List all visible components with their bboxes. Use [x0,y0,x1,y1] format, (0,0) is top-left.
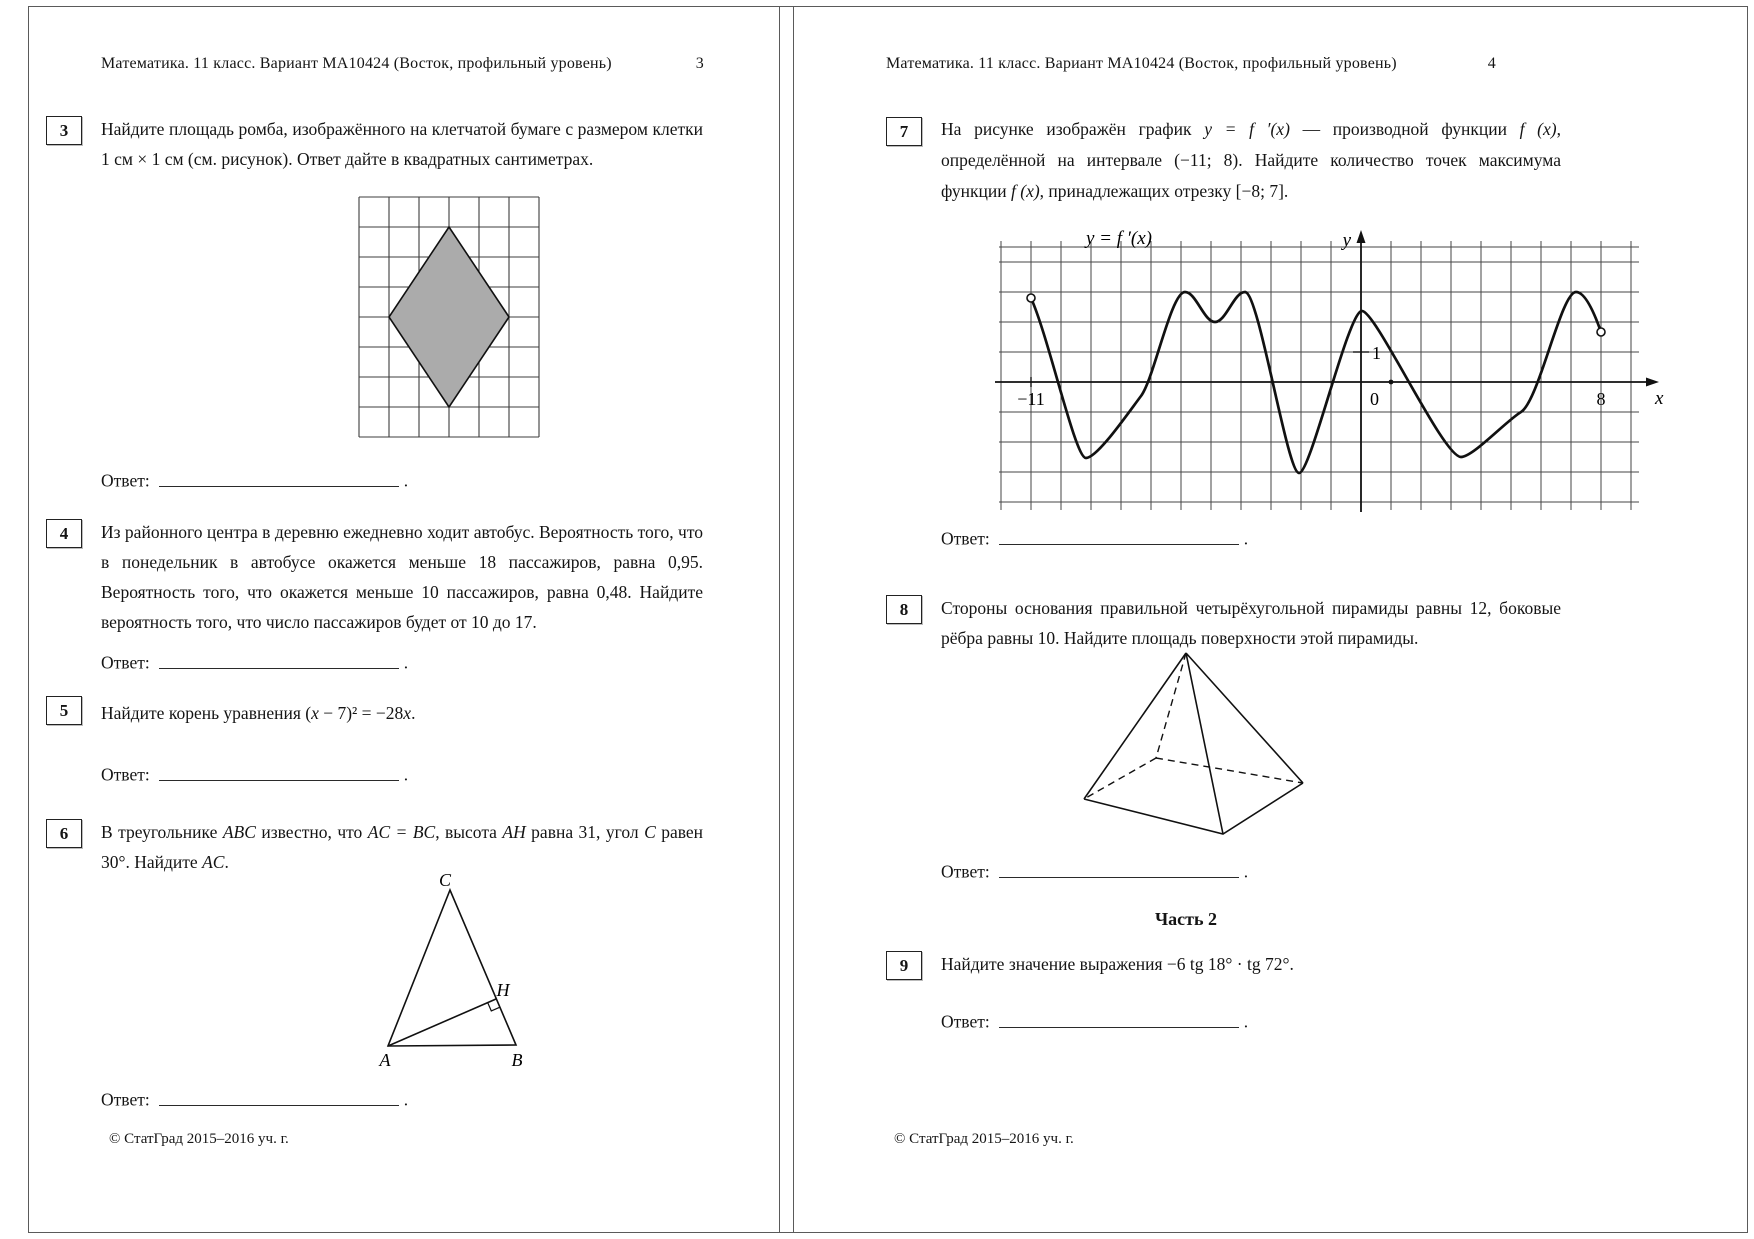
problem-9-text: Найдите значение выражения −6 tg 18° · tg 72°. [941,954,1294,974]
part-2-heading: Часть 2 [1154,909,1218,929]
x-axis-label: x [1655,388,1664,409]
answer-blank [999,1009,1239,1028]
unit-y-label: 1 [1372,343,1381,363]
pyramid-hidden-edges [1084,653,1303,799]
triangle-figure [341,874,541,1074]
problem-3-number: 3 [46,116,82,145]
y-axis-arrow [1357,230,1366,243]
vertex-label-A: A [379,1050,391,1070]
problem-6-answer-line: Ответ: . [101,1087,408,1111]
problem-4-answer-line: Ответ: . [101,650,408,674]
answer-blank [999,526,1239,545]
x-axis-arrow [1646,378,1659,387]
answer-blank [159,650,399,669]
graph-title: y = f ′(x) [1085,228,1153,249]
answer-blank [159,762,399,781]
open-endpoint-left [1027,294,1035,302]
pyramid-figure [1041,641,1341,851]
origin-label: 0 [1370,389,1379,409]
graph-grid-horizontal-lines [999,247,1639,502]
header-title: Математика. 11 класс. Вариант МА10424 (Восток, профильный уровень) [886,55,1397,72]
problem-9-answer-line: Ответ: . [941,1009,1248,1033]
right-page-footer: © СтатГрад 2015–2016 уч. г. [894,1131,1074,1147]
problem-9-number: 9 [886,951,922,980]
problem-6-text: В треугольнике ABC известно, что AC = BC, высота AH равна 31, угол C равен 30°. Найдите AC. [101,822,704,872]
vertex-label-H: H [496,980,510,1000]
page-gutter-line-right [793,7,794,1232]
page-gutter-line-left [779,7,780,1232]
open-endpoint-right [1597,328,1605,336]
problem-5-text: Найдите корень уравнения (x − 7)² = −28x. [101,703,416,723]
unit-point-x-1 [1389,380,1394,385]
problem-5-answer-line: Ответ: . [101,762,408,786]
problem-8-answer-line: Ответ: . [941,859,1248,883]
answer-blank [159,468,399,487]
problem-7-number: 7 [886,117,922,146]
vertex-label-B: B [511,1050,523,1070]
document-spread [28,6,1748,1233]
problem-8-text: Стороны основания правильной четырёхугольной пирамиды равны 12, боковые рёбра равны 10. Найдите площадь поверхности этой пирамиды. [941,598,1561,648]
problem-7-answer-line: Ответ: . [941,526,1248,550]
derivative-graph-figure [991,216,1671,516]
answer-blank [999,859,1239,878]
problem-4-number: 4 [46,519,82,548]
problem-3-text: Найдите площадь ромба, изображённого на клетчатой бумаге с размером клетки 1 см × 1 см (см. рисунок). Ответ дайте в квадратных сантиметрах. [101,119,703,169]
rhombus-shape [389,227,509,407]
vertex-label-C: C [438,874,452,890]
page-number: 3 [695,55,704,72]
answer-blank [159,1087,399,1106]
problem-4-text: Из районного центра в деревню ежедневно ходит автобус. Вероятность того, что в понедельник в автобусе окажется меньше 18 пассажиров, равна 0,95. Вероятность того, что окажется меньше 10 пассажиров, равна 0,48. Найдите вероятность того, что число пассажиров будет от 10 до 17. [101,522,703,632]
left-page-footer: © СтатГрад 2015–2016 уч. г. [109,1131,289,1147]
problem-3-answer-line: Ответ: . [101,468,408,492]
x-min-label: −11 [1017,389,1045,409]
graph-grid-vertical-lines [1001,241,1631,510]
problem-8-number: 8 [886,595,922,624]
triangle-edges [388,890,516,1046]
left-page-header [101,55,704,73]
rhombus-grid-figure [358,196,540,438]
pyramid-visible-edges [1084,653,1303,834]
header-title: Математика. 11 класс. Вариант МА10424 (Восток, профильный уровень) [101,55,612,72]
x-max-label: 8 [1596,389,1606,409]
page-number: 4 [1487,55,1496,72]
problem-5-number: 5 [46,696,82,725]
problem-7-text: На рисунке изображён график y = f ′(x) — производной функции f (x), определённой на интервале (−11; 8). Найдите количество точек максимума функции f (x), принадлежащих отрезку [−8; 7]. [941,119,1561,201]
right-page-header [886,55,1496,73]
problem-6-number: 6 [46,819,82,848]
y-axis-label: y [1342,230,1351,251]
